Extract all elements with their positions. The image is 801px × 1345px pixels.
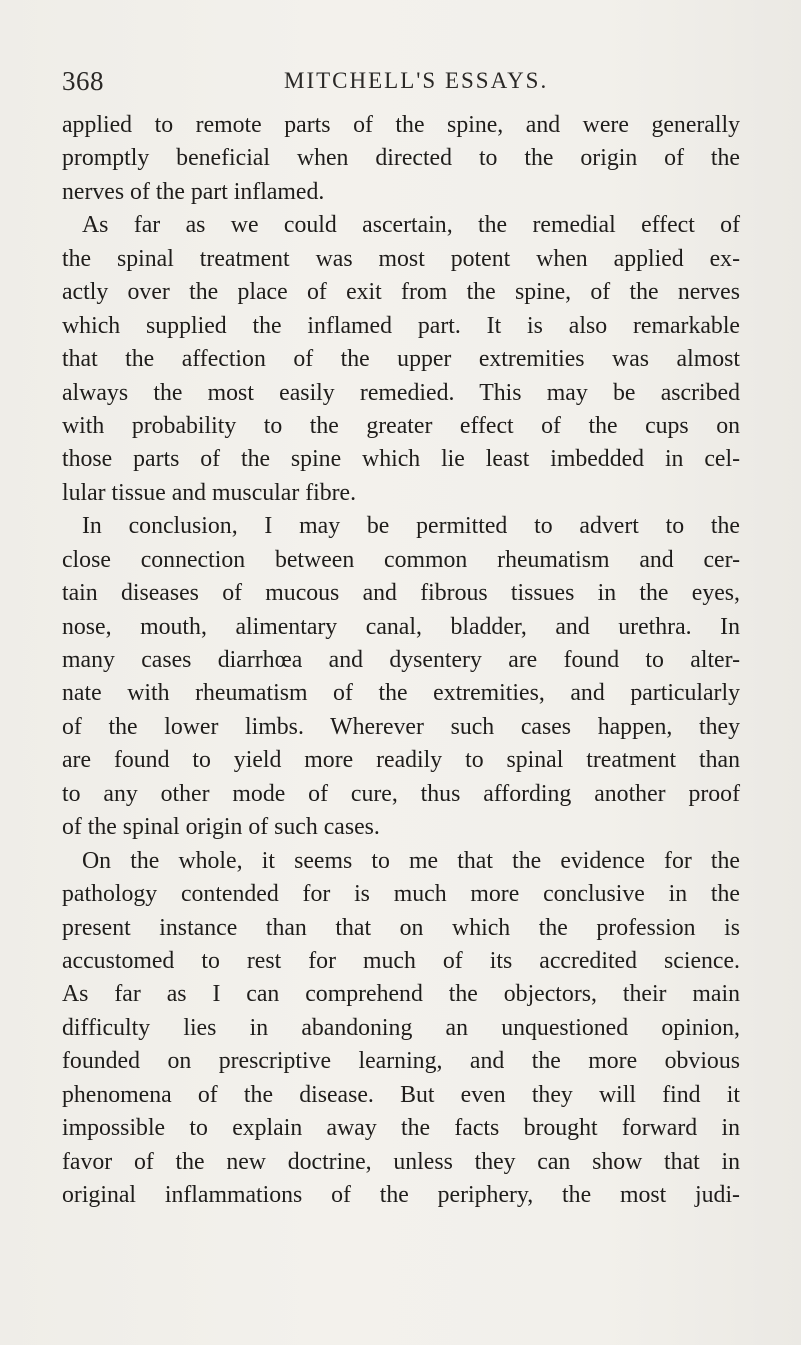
text-line: tain diseases of mucous and fibrous tissues in the eyes, xyxy=(62,580,740,607)
text-line: of the lower limbs. Wherever such cases happen, they xyxy=(62,713,740,740)
text-line: are found to yield more readily to spinal treatment than xyxy=(62,747,740,774)
text-line: those parts of the spine which lie least imbedded in cel- xyxy=(62,446,740,473)
text-line: of the spinal origin of such cases. xyxy=(62,814,380,841)
running-head: MITCHELL'S ESSAYS. xyxy=(284,68,549,93)
text-line: In conclusion, I may be permitted to advert to the xyxy=(82,513,740,540)
text-line: which supplied the inflamed part. It is also remarkable xyxy=(62,312,740,339)
text-line: impossible to explain away the facts brought forward in xyxy=(62,1115,740,1142)
page-header xyxy=(62,64,762,98)
text-line: phenomena of the disease. But even they will find it xyxy=(62,1081,740,1108)
text-line: favor of the new doctrine, unless they can show that in xyxy=(62,1148,740,1175)
text-line: always the most easily remedied. This may be ascribed xyxy=(62,379,740,406)
text-line: nerves of the part inflamed. xyxy=(62,178,325,205)
text-line: difficulty lies in abandoning an unquestioned opinion, xyxy=(62,1014,740,1041)
text-line: original inflammations of the periphery, the most judi- xyxy=(62,1182,740,1208)
text-line: actly over the place of exit from the spine, of the nerves xyxy=(62,279,740,306)
text-line: promptly beneficial when directed to the origin of the xyxy=(62,145,740,172)
text-line: close connection between common rheumatism and cer- xyxy=(62,546,740,573)
text-line: nate with rheumatism of the extremities, and particularly xyxy=(62,680,740,707)
page-number: 368 xyxy=(62,66,104,96)
body-text xyxy=(62,109,740,1212)
text-line: to any other mode of cure, thus affording another proof xyxy=(62,780,740,807)
text-line: applied to remote parts of the spine, and were generally xyxy=(62,112,740,138)
text-line: nose, mouth, alimentary canal, bladder, and urethra. In xyxy=(62,613,740,640)
text-line: On the whole, it seems to me that the evidence for the xyxy=(82,847,740,874)
text-line: pathology contended for is much more conclusive in the xyxy=(62,881,740,908)
text-line: that the affection of the upper extremities was almost xyxy=(62,346,740,373)
text-line: lular tissue and muscular fibre. xyxy=(62,479,357,506)
text-line: As far as I can comprehend the objectors, their main xyxy=(62,981,740,1008)
text-line: with probability to the greater effect of the cups on xyxy=(62,412,740,439)
text-line: founded on prescriptive learning, and the more obvious xyxy=(62,1048,740,1075)
text-line: accustomed to rest for much of its accredited science. xyxy=(62,947,740,974)
text-line: present instance than that on which the profession is xyxy=(62,914,740,941)
text-line: many cases diarrhœa and dysentery are found to alter- xyxy=(62,647,740,673)
text-line: As far as we could ascertain, the remedial effect of xyxy=(82,212,740,239)
text-line: the spinal treatment was most potent when applied ex- xyxy=(62,245,740,272)
